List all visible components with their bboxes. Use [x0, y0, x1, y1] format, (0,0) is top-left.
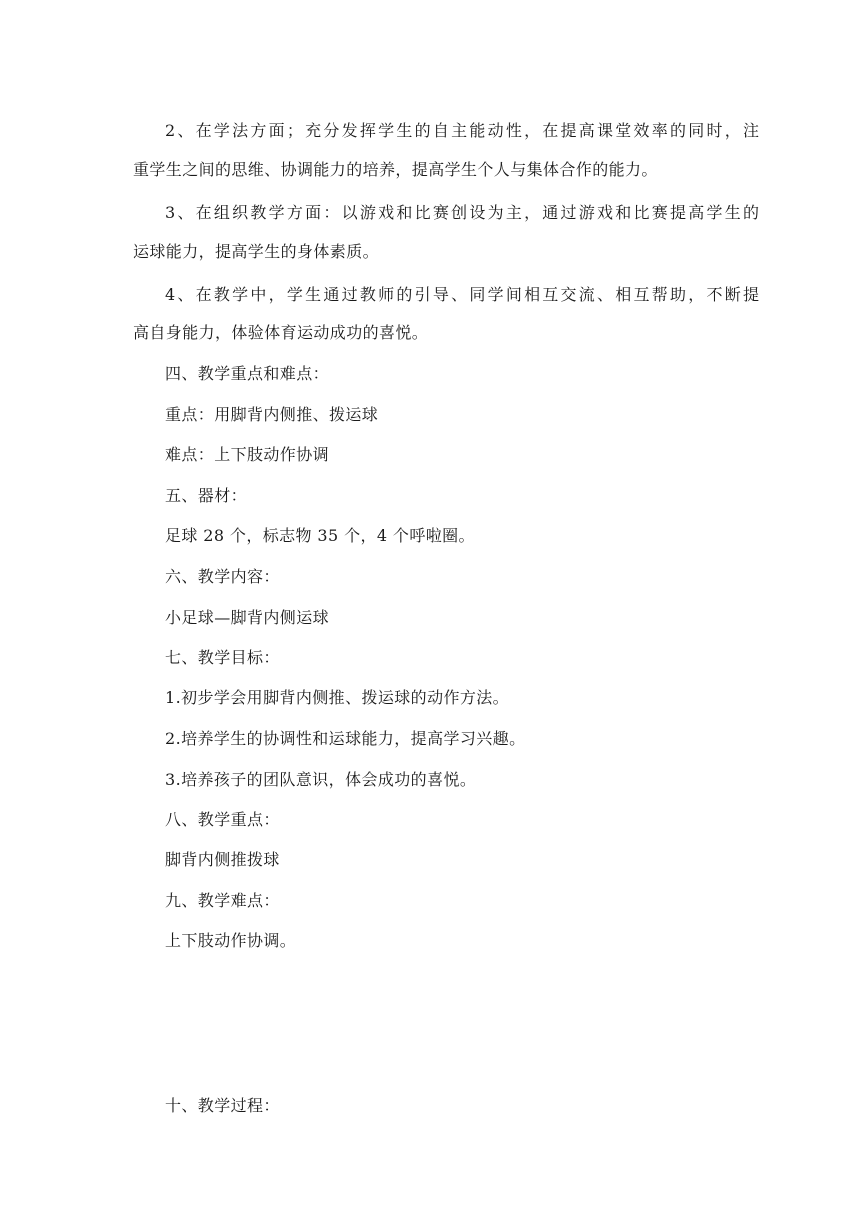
section-5-heading: 五、器材：: [165, 486, 248, 505]
content-line: 小足球—脚背内侧运球: [165, 608, 330, 627]
section-10-heading: 十、教学过程：: [165, 1096, 280, 1115]
paragraph-3-line-1: 4、在教学中，学生通过教师的引导、同学间相互交流、相互帮助，不断提: [165, 285, 759, 304]
objective-1-line: 1.初步学会用脚背内侧推、拨运球的动作方法。: [165, 688, 510, 707]
section-6-heading: 六、教学内容：: [165, 567, 280, 586]
paragraph-3-line-2: 高自身能力，体验体育运动成功的喜悦。: [133, 323, 429, 342]
objective-3-line: 3.培养孩子的团队意识，体会成功的喜悦。: [165, 770, 477, 789]
key-point-line: 重点：用脚背内侧推、拨运球: [165, 405, 379, 424]
section-7-heading: 七、教学目标：: [165, 648, 280, 667]
section-9-heading: 九、教学难点：: [165, 891, 280, 910]
equipment-line: 足球 28 个，标志物 35 个，4 个呼啦圈。: [165, 526, 475, 545]
section-8-heading: 八、教学重点：: [165, 810, 280, 829]
difficulty-line: 难点：上下肢动作协调: [165, 445, 330, 464]
paragraph-1-line-1: 2、在学法方面；充分发挥学生的自主能动性，在提高课堂效率的同时，注: [165, 121, 759, 140]
focus-line: 脚背内侧推拨球: [165, 850, 280, 869]
difficulty-detail-line: 上下肢动作协调。: [165, 931, 297, 950]
section-4-heading: 四、教学重点和难点：: [165, 364, 330, 383]
paragraph-2-line-2: 运球能力，提高学生的身体素质。: [133, 242, 380, 261]
paragraph-2-line-1: 3、在组织教学方面：以游戏和比赛创设为主，通过游戏和比赛提高学生的: [165, 203, 759, 222]
objective-2-line: 2.培养学生的协调性和运球能力，提高学习兴趣。: [165, 729, 526, 748]
paragraph-1-line-2: 重学生之间的思维、协调能力的培养，提高学生个人与集体合作的能力。: [133, 160, 658, 179]
